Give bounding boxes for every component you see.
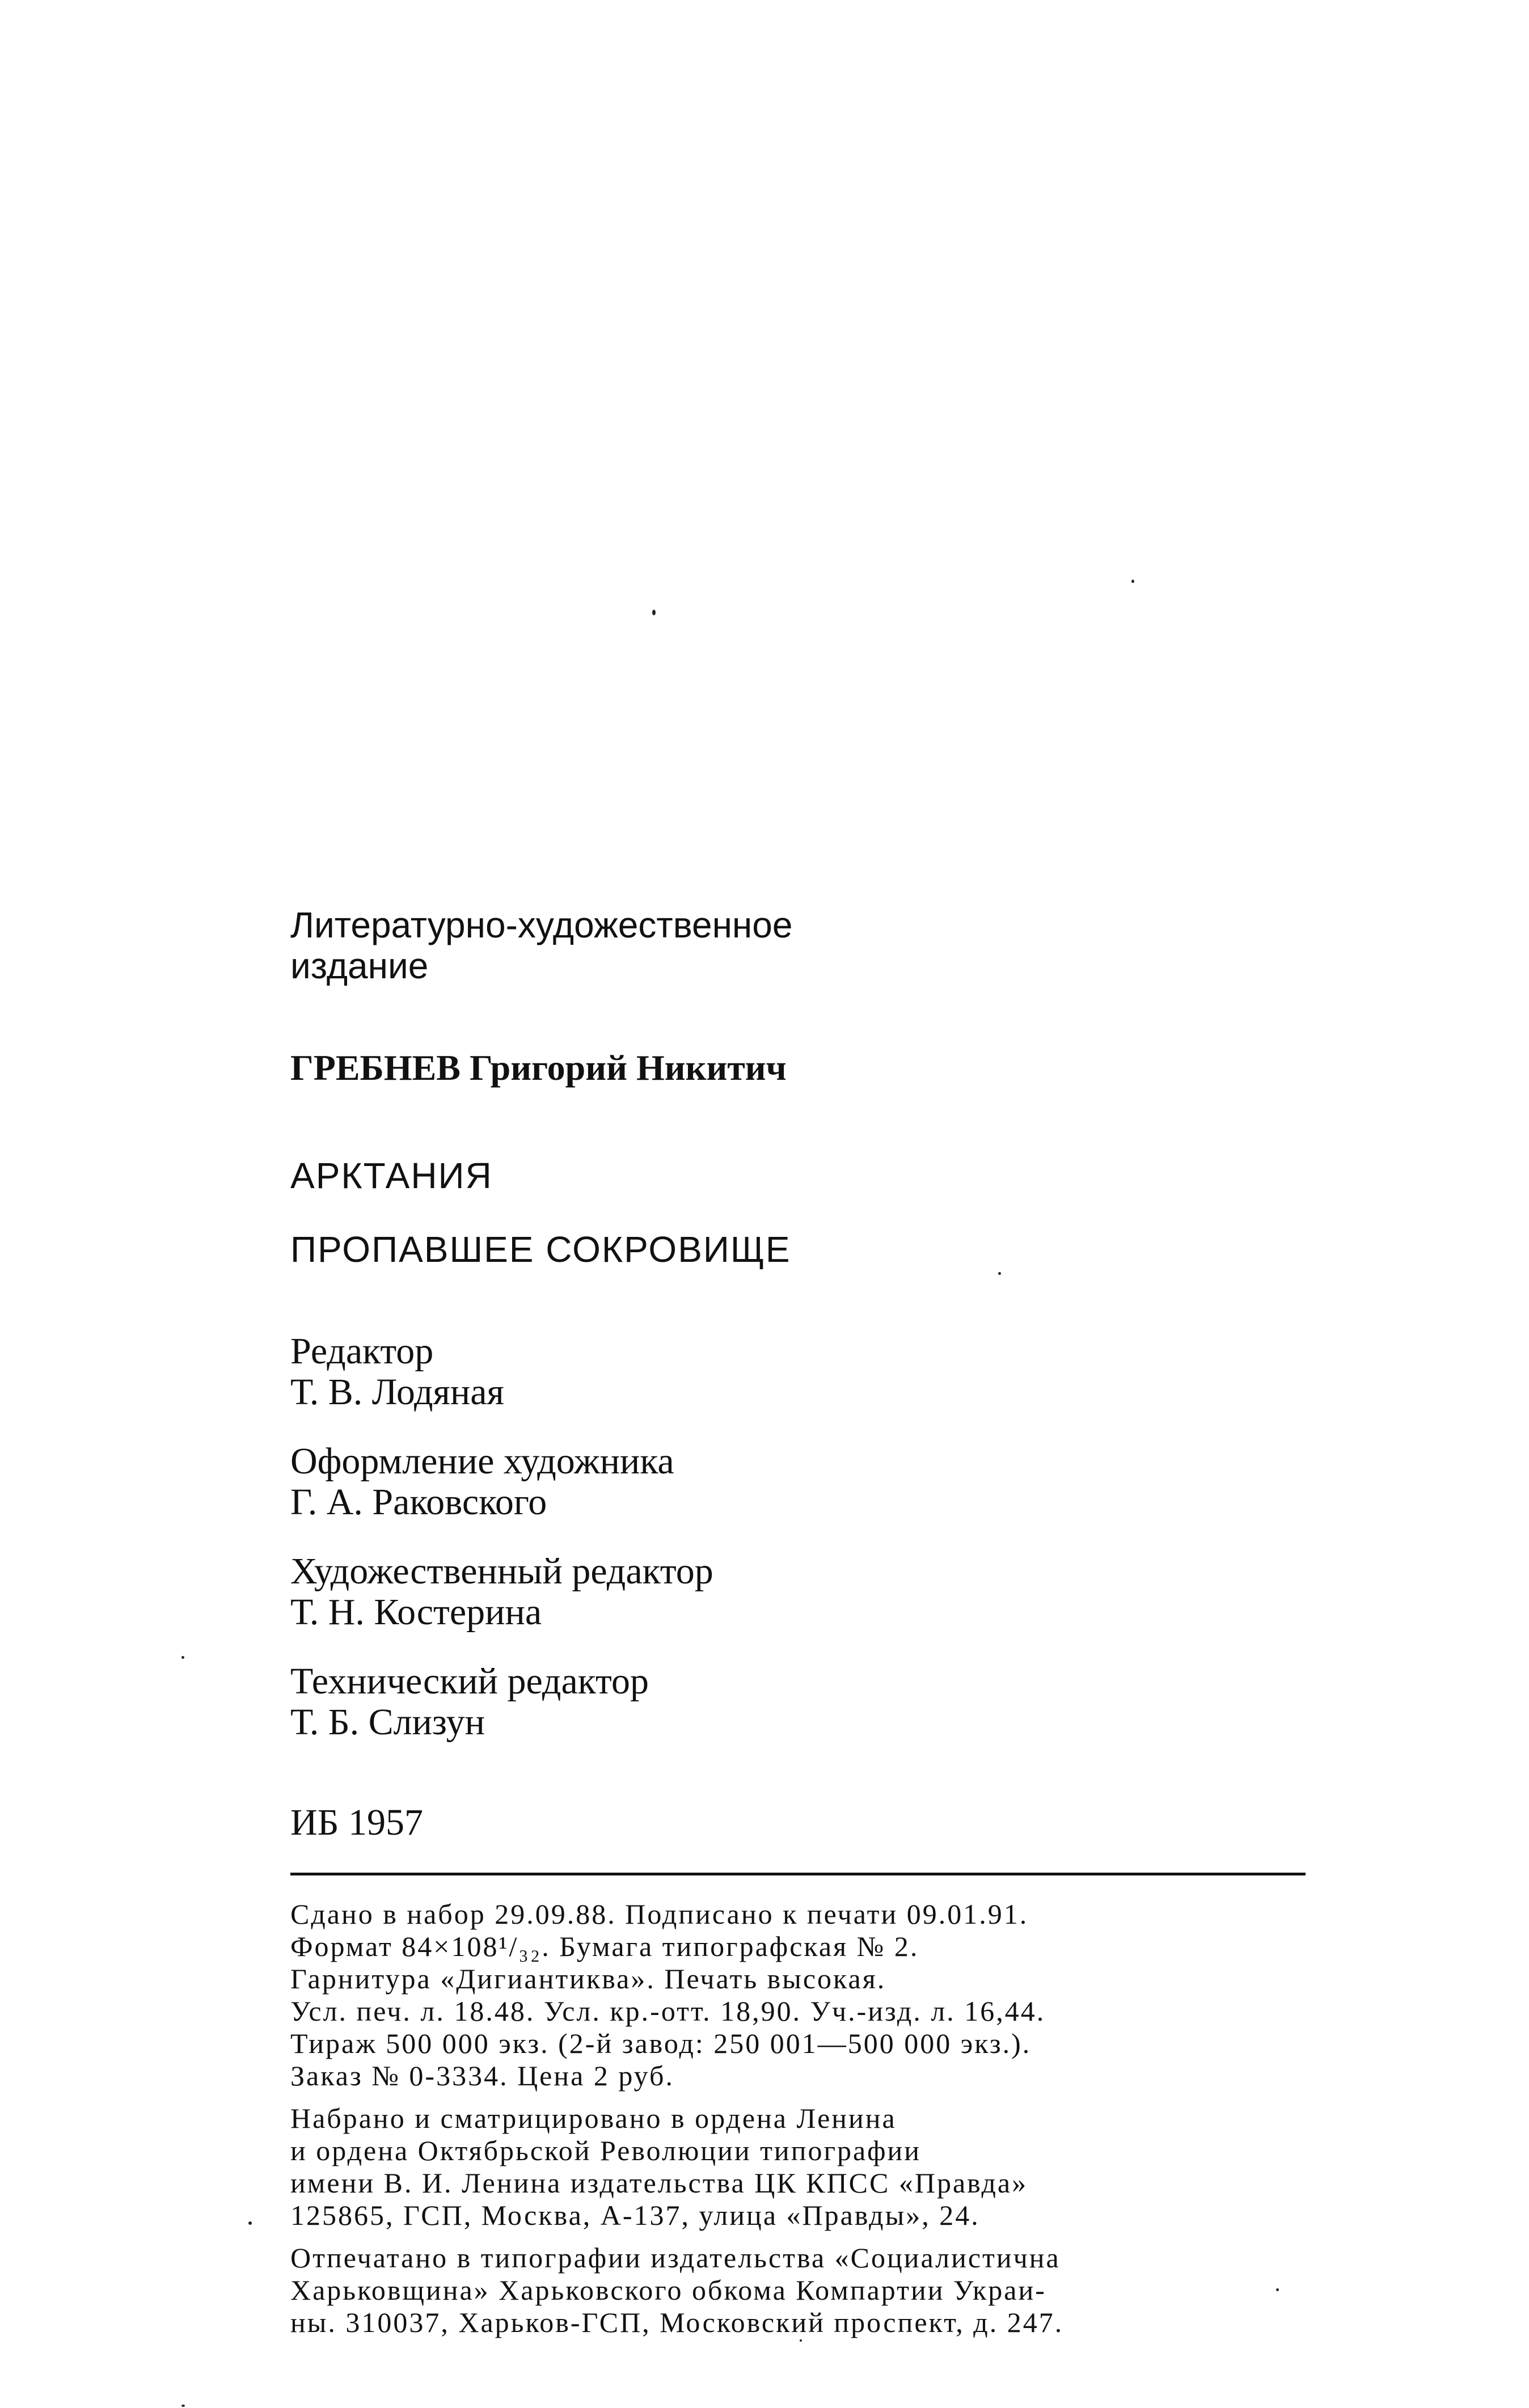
credit-role: Оформление художника <box>290 1440 674 1482</box>
book-title: ПРОПАВШЕЕ СОКРОВИЩЕ <box>290 1229 791 1270</box>
imprint-line: Гарнитура «Дигиантиква». Печать высокая. <box>290 1963 886 1995</box>
credit-name: Т. Н. Костерина <box>290 1591 542 1633</box>
credit-editor <box>290 1331 1311 1413</box>
colophon <box>290 905 1311 2349</box>
credit-role: Художественный редактор <box>290 1551 713 1592</box>
credit-art-editor <box>290 1551 1311 1633</box>
imprint-line: Сдано в набор 29.09.88. Подписано к печати 09.01.91. <box>290 1898 1029 1930</box>
genre-line: издание <box>290 945 429 986</box>
speck <box>652 610 656 615</box>
speck <box>181 2405 185 2407</box>
divider-rule <box>290 1873 1306 1875</box>
speck <box>248 2221 252 2225</box>
speck <box>181 1656 184 1659</box>
genre-line: Литературно-художественное <box>290 905 793 945</box>
author-name: ГРЕБНЕВ Григорий Никитич <box>290 1047 787 1088</box>
genre-label <box>290 905 1311 986</box>
printer-info <box>290 2242 1311 2339</box>
typesetter-info <box>290 2102 1311 2232</box>
credit-tech-editor <box>290 1661 1311 1743</box>
print-details <box>290 1898 1311 2092</box>
imprint-line: ны. 310037, Харьков-ГСП, Московский проспект, д. 247. <box>290 2306 1064 2338</box>
imprint-line: 125865, ГСП, Москва, А-137, улица «Правды», 24. <box>290 2199 980 2231</box>
imprint-line: Усл. печ. л. 18.48. Усл. кр.-отт. 18,90. Уч.-изд. л. 16,44. <box>290 1995 1046 2027</box>
imprint-line: Тираж 500 000 экз. (2-й завод: 250 001—500 000 экз.). <box>290 2027 1032 2059</box>
imprint-line: и ордена Октябрьской Революции типографии <box>290 2135 922 2166</box>
speck <box>1131 580 1134 583</box>
credit-role: Редактор <box>290 1330 434 1372</box>
credits-list <box>290 1331 1311 1743</box>
imprint-block <box>290 1898 1311 2339</box>
imprint-line: Заказ № 0-3334. Цена 2 руб. <box>290 2060 674 2092</box>
imprint-line: Отпечатано в типографии издательства «Социалистична <box>290 2242 1061 2274</box>
imprint-line: Набрано и сматрицировано в ордена Ленина <box>290 2102 897 2134</box>
imprint-line: Формат 84×108¹/₃₂. Бумага типографская № 2. <box>290 1930 919 1962</box>
credit-name: Т. В. Лодяная <box>290 1371 504 1413</box>
book-title: АРКТАНИЯ <box>290 1155 493 1196</box>
credit-designer <box>290 1441 1311 1523</box>
credit-name: Г. А. Раковского <box>290 1481 547 1523</box>
imprint-line: Харьковщина» Харьковского обкома Компартии Украи- <box>290 2274 1046 2306</box>
ib-number: ИБ 1957 <box>290 1802 424 1843</box>
credit-role: Технический редактор <box>290 1661 649 1702</box>
imprint-line: имени В. И. Ленина издательства ЦК КПСС «Правда» <box>290 2167 1028 2199</box>
credit-name: Т. Б. Слизун <box>290 1701 485 1743</box>
